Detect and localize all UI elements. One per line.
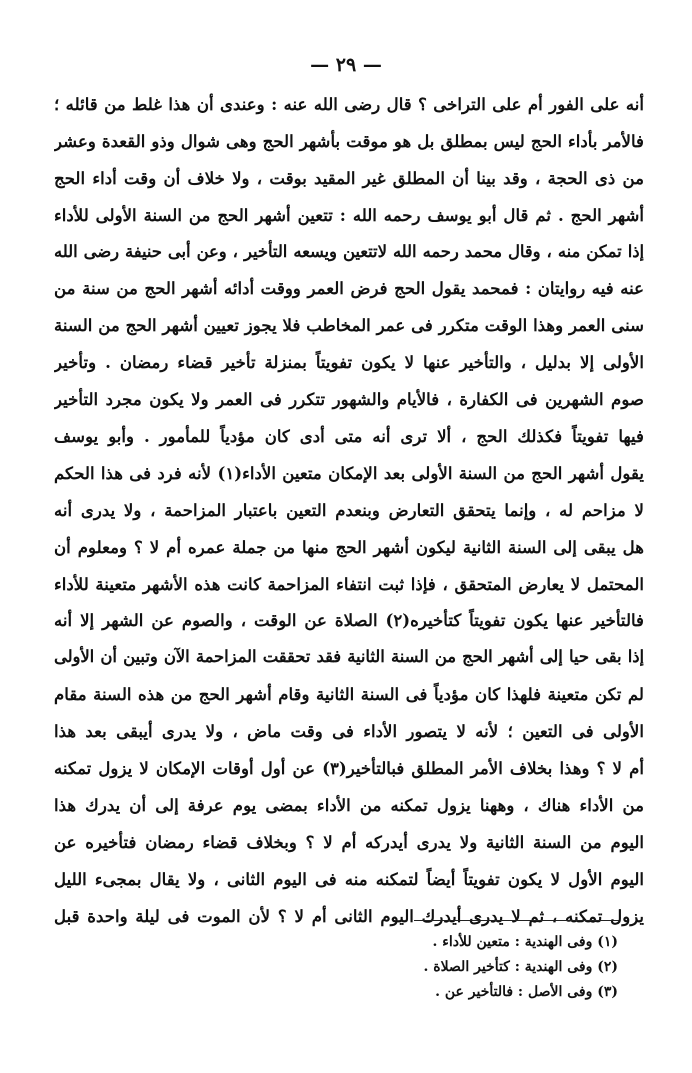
text-line: الأولى فى التعين ؛ لأنه لا يتصور الأداء فى وقت ماض ، ولا يدرى أيبقى بعد هذا <box>54 721 644 742</box>
footnote-1: (١) وفى الهندية : متعين للأداء . <box>432 934 618 950</box>
text-line: سنى العمر وهذا الوقت متكرر فى عمر المخاطب فلا يجوز تعيين أشهر الحج من السنة <box>54 315 644 336</box>
text-line: فالتأخير عنها يكون تفويتاً كتأخيره(٢) الصلاة عن الوقت ، والصوم عن الشهر إلا أنه <box>54 610 644 631</box>
text-line: أنه على الفور أم على التراخى ؟ قال رضى الله عنه : وعندى أن هذا غلط من قائله ؛ <box>54 94 644 114</box>
footnotes <box>218 930 618 1005</box>
text-line: لم تكن متعينة فلهذا كان مؤدياً فى السنة الثانية وقام أشهر الحج من هذه السنة مقام <box>54 684 644 705</box>
page-number: — ٢٩ — <box>310 54 382 76</box>
footnote-3: (٣) وفى الأصل : فالتأخير عن . <box>435 984 618 1000</box>
text-line: صوم الشهرين فى الكفارة ، فالأيام والشهور تتكرر فى العمر ولا يكون مجرد التأخير <box>54 389 644 410</box>
text-line: اليوم من السنة الثانية ولا يدرى أيدركه أم لا ؟ وبخلاف قضاء رمضان فتأخيره عن <box>54 831 644 852</box>
text-line: إذا بقى حيا إلى أشهر الحج من السنة الثانية فقد تحققت المزاحمة الآن وتبين أن الأولى <box>54 647 644 667</box>
text-line: إذا تمكن منه ، وقال محمد رحمه الله لاتتعين ويسعه التأخير ، وعن أبى حنيفة رضى الله <box>54 241 644 261</box>
main-text <box>54 86 644 934</box>
text-line: لا مزاحم له ، وإنما يتحقق التعارض وبنعدم التعين باعتبار المزاحمة ، ولا يدرى أنه <box>54 499 644 520</box>
text-line: الأولى إلا بدليل ، والتأخير عنها لا يكون تفويتاً بمنزلة تأخير قضاء رمضان . وتأخير <box>54 352 644 373</box>
text-line: عنه فيه روايتان : فمحمد يقول الحج فرض العمر ووقت أدائه أشهر الحج من سنة من <box>54 278 644 299</box>
text-line: فيها تفويتاً فكذلك الحج ، ألا ترى أنه متى أدى كان مؤدياً للمأمور . وأبو يوسف <box>54 426 644 447</box>
text-line: اليوم الأول لا يكون تفويتاً أيضاً لتمكنه منه فى اليوم الثانى ، ولا يقال بمجىء الليل <box>54 868 644 889</box>
footnote-2: (٢) وفى الهندية : كتأخير الصلاة . <box>423 959 618 975</box>
text-line: من الأداء هناك ، وههنا يزول تمكنه من الأداء بمضى يوم عرفة إلى أن يدرك هذا <box>54 794 644 815</box>
text-line: يقول أشهر الحج من السنة الأولى بعد الإمكان متعين الأداء(١) لأنه فرد فى هذا الحكم <box>54 462 644 483</box>
text-line: أشهر الحج . ثم قال أبو يوسف رحمه الله : تتعين أشهر الحج من السنة الأولى للأداء <box>54 204 644 225</box>
text-line: فالأمر بأداء الحج ليس بمطلق بل هو موقت بأشهر الحج وهى شوال وذو القعدة وعشر <box>54 130 644 151</box>
text-line: يزول تمكنه ، ثم لا يدرى أيدرك اليوم الثانى أم لا ؟ لأن الموت فى ليلة واحدة قبل <box>54 905 644 926</box>
footnote-divider <box>414 920 619 921</box>
text-line: المحتمل لا يعارض المتحقق ، فإذا ثبت انتفاء المزاحمة كانت هذه الأشهر متعينة للأداء <box>54 573 644 594</box>
text-line: هل يبقى إلى السنة الثانية ليكون أشهر الحج منها من جملة عمره أم لا ؟ ومعلوم أن <box>54 536 644 557</box>
text-line: من ذى الحجة ، وقد بينا أن المطلق غير المقيد بوقت ، ولا خلاف أن وقت أداء الحج <box>54 167 644 188</box>
text-line: أم لا ؟ وهذا بخلاف الأمر المطلق فبالتأخير(٣) عن أول أوقات الإمكان لا يزول تمكنه <box>54 758 644 779</box>
